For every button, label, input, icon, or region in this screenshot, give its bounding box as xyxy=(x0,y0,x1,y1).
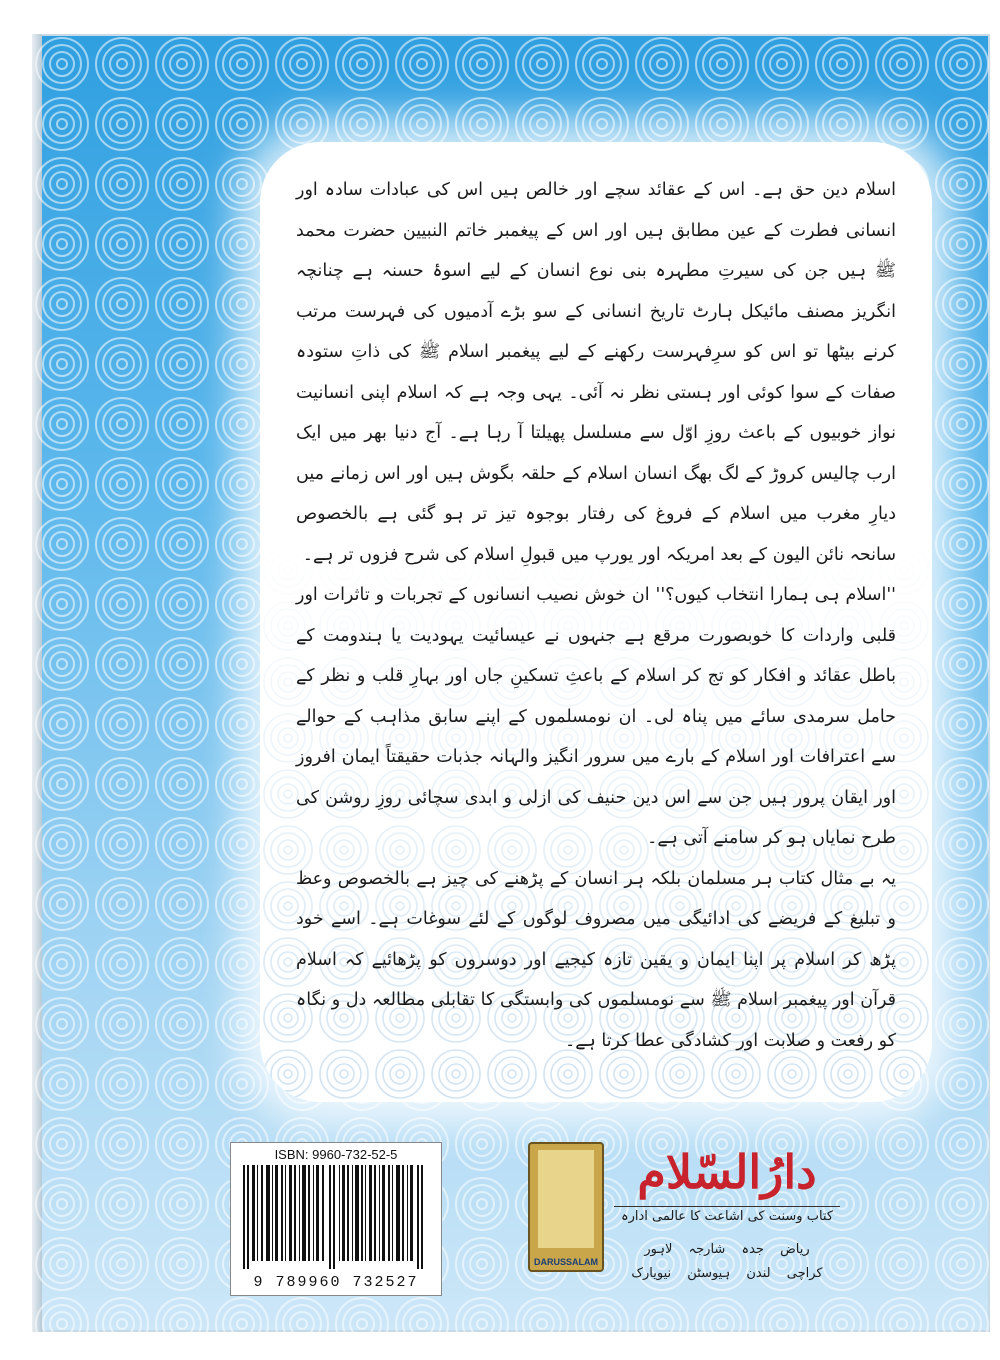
city: کراچی xyxy=(786,1266,823,1281)
city: نیویارک xyxy=(631,1266,672,1281)
publisher-cities xyxy=(620,1238,834,1286)
paragraph-2: ''اسلام ہی ہمارا انتخاب کیوں؟'' ان خوش نصیب انسانوں کے تجربات و تاثرات اور قلبی واردات کا خوبصورت مرقع ہے جنہوں نے عیسائیت یہودیت یا ہندومت کے باطل عقائد و افکار کو تج کر اسلام کے باعثِ تسکینِ جاں اور بہارِ قلب و نظر کے حامل سرمدی سائے میں پناہ لی۔ ان نومسلموں کے اپنے سابق مذاہب کے حوالے سے اعترافات اور اسلام کے بارے میں سرور انگیز والہانہ جذبات حقیقتاً ایمان افروز اور ایقان پرور ہیں جن سے اس دین حنیف کی ازلی و ابدی سچائی روزِ روشن کی طرح نمایاں ہو کر سامنے آتی ہے۔ xyxy=(296,585,896,848)
isbn-text: ISBN: 9960-732-52-5 xyxy=(274,1147,398,1162)
barcode-label xyxy=(230,1142,442,1296)
book-back-cover xyxy=(32,34,990,1332)
city: شارجہ xyxy=(688,1242,726,1257)
barcode-bars xyxy=(241,1165,431,1269)
city: جدہ xyxy=(741,1242,764,1257)
darussalam-logo xyxy=(528,1142,604,1272)
logo-caption: DARUSSALAM xyxy=(534,1257,598,1267)
description-text xyxy=(296,170,896,1061)
city: ریاض xyxy=(780,1242,810,1257)
city: ہیوسٹن xyxy=(687,1266,731,1281)
city: لندن xyxy=(746,1266,771,1281)
ean-digits: 9 789960 732527 xyxy=(253,1274,419,1291)
paragraph-3: یہ بے مثال کتاب ہر مسلمان بلکہ ہر انسان کے پڑھنے کی چیز ہے بالخصوص وعظ و تبلیغ کے فریضے کی ادائیگی میں مصروف لوگوں کے لئے سوغات ہے۔ اسے خود پڑھ کر اسلام پر اپنا ایمان و یقین تازہ کیجیے اور دوسروں کو پڑھائیے کہ اسلام قرآن اور پیغمبر اسلام ﷺ سے نومسلموں کی وابستگی کا تقابلی مطالعہ دل و نگاہ کو رفعت و صلابت اور کشادگی عطا کرتا ہے۔ xyxy=(296,868,896,1051)
city: لاہور xyxy=(644,1242,673,1257)
logo-emblem xyxy=(538,1150,594,1248)
paragraph-1: اسلام دین حق ہے۔ اس کے عقائد سچے اور خالص ہیں اس کی عبادات سادہ اور انسانی فطرت کے عین مطابق ہیں اور اس کے پیغمبر خاتم النبیین حضرت محمد ﷺ ہیں جن کی سیرتِ مطہرہ بنی نوع انسان کے لیے اسوۂ حسنہ ہے چنانچہ انگریز مصنف مائیکل ہارٹ تاریخ انسانی کے سو بڑے آدمیوں کی فہرست مرتب کرنے بیٹھا تو اس کو سرِفہرست رکھنے کے لیے پیغمبر اسلام ﷺ کی ذاتِ ستودہ صفات کے سوا کوئی اور ہستی نظر نہ آئی۔ یہی وجہ ہے کہ اسلام اپنی انسانیت نواز خوبیوں کے باعث روزِ اوّل سے مسلسل پھیلتا آ رہا ہے۔ آج دنیا بھر میں ایک ارب چالیس کروڑ کے لگ بھگ انسان اسلام کے حلقہ بگوش ہیں اور اس زمانے میں دیارِ مغرب میں اسلام کے فروغ کی رفتار بوجوہ تیز تر ہو گئی ہے بالخصوص سانحہ نائن الیون کے بعد امریکہ اور یورپ میں قبولِ اسلام کی شرح فزوں تر ہے۔ xyxy=(296,180,896,565)
cities-row-1 xyxy=(620,1238,834,1262)
publisher-tagline: کتاب وسنت کی اشاعت کا عالمی ادارہ xyxy=(614,1206,840,1224)
text-panel xyxy=(260,142,932,1102)
cities-row-2 xyxy=(620,1262,834,1286)
publisher-name: دارُالسّلام xyxy=(637,1145,817,1199)
